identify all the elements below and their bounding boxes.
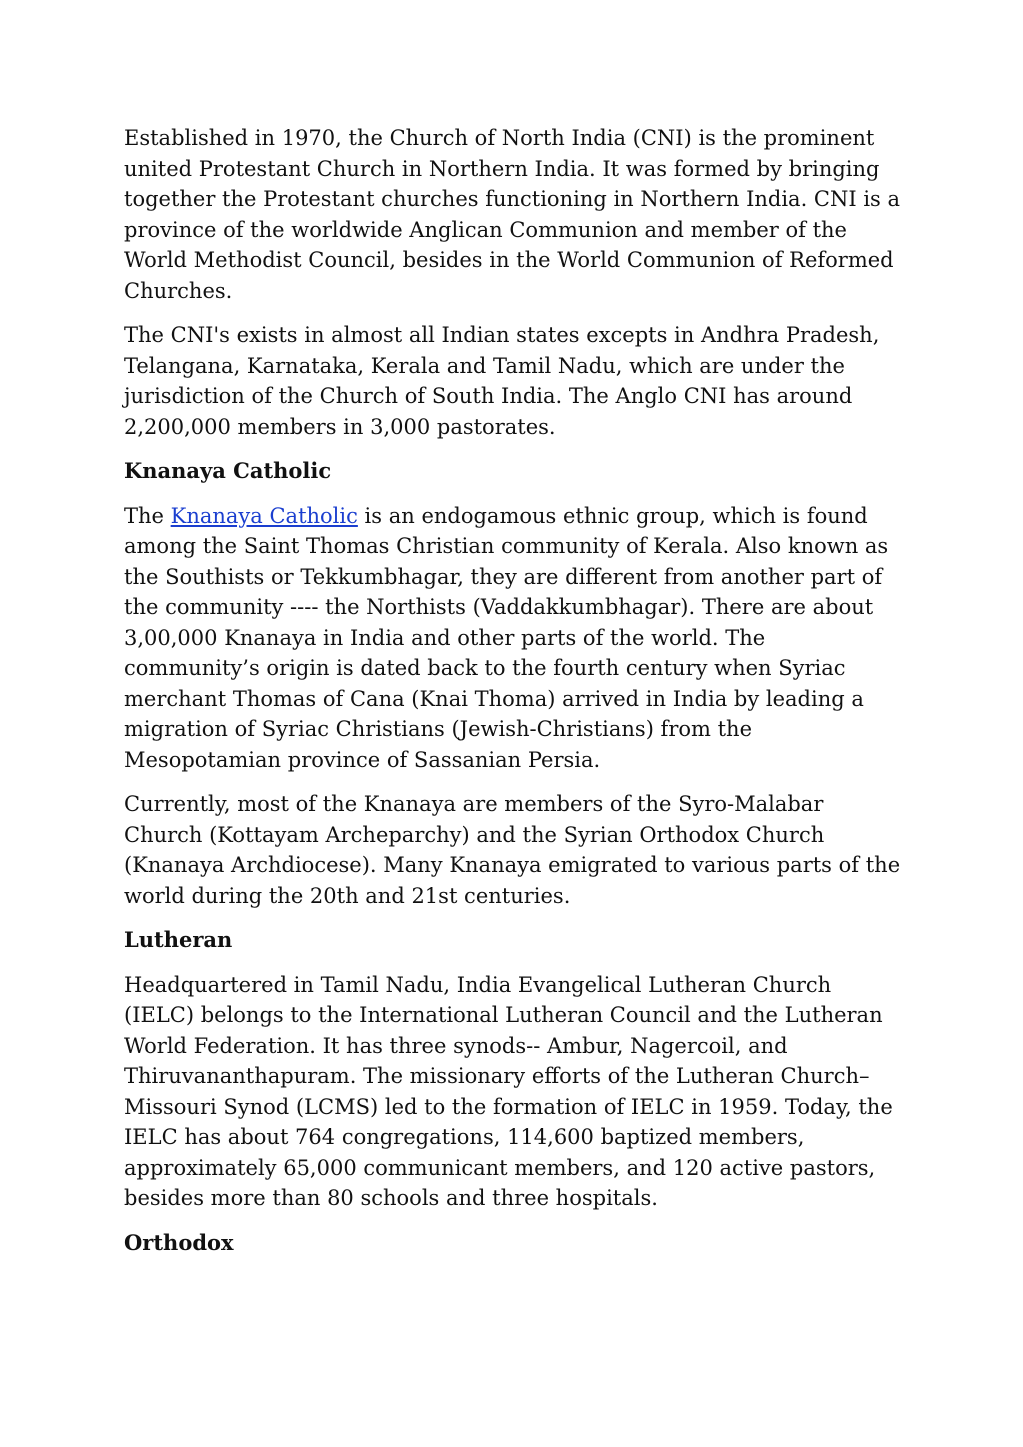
knanaya-paragraph-1-lead: The [124,503,171,528]
knanaya-paragraph-1 [124,501,904,776]
lutheran-paragraph-1: Headquartered in Tamil Nadu, India Evangelical Lutheran Church (IELC) belongs to the International Lutheran Council and the Lutheran World Federation. It has three synods-- Ambur, Nagercoil, and Thiruvananthapuram. The missionary efforts of the Lutheran Church–Missouri Synod (LCMS) led to the formation of IELC in 1959. Today, the IELC has about 764 congregations, 114,600 baptized members, approximately 65,000 communicant members, and 120 active pastors, besides more than 80 schools and three hospitals. [124,972,893,1210]
knanaya-paragraph-2: Currently, most of the Knanaya are members of the Syro-Malabar Church (Kottayam Archeparchy) and the Syrian Orthodox Church (Knanaya Archdiocese). Many Knanaya emigrated to various parts of the world during the 20th and 21st centuries. [124,792,901,908]
knanaya-heading: Knanaya Catholic [124,458,332,483]
cni-paragraph-1: Established in 1970, the Church of North India (CNI) is the prominent united Protestant Church in Northern India. It was formed by bringing together the Protestant churches functioning in Northern India. CNI is a province of the worldwide Anglican Communion and member of the World Methodist Council, besides in the World Communion of Reformed Churches. [124,126,901,303]
lutheran-heading: Lutheran [124,927,233,952]
orthodox-heading: Orthodox [124,1229,234,1255]
knanaya-catholic-link[interactable]: Knanaya Catholic [170,503,358,528]
cni-paragraph-2: The CNI's exists in almost all Indian states excepts in Andhra Pradesh, Telangana, Karnataka, Kerala and Tamil Nadu, which are under the jurisdiction of the Church of South India. The Anglo CNI has around 2,200,000 members in 3,000 pastorates. [124,323,880,439]
document-body [124,123,904,1272]
knanaya-paragraph-1-rest: is an endogamous ethnic group, which is found among the Saint Thomas Christian community of Kerala. Also known as the Southists or Tekkumbhagar, they are different from another part of the community ---- the Northists (Vaddakkumbhagar). There are about 3,00,000 Knanaya in India and other parts of the world. The community’s origin is dated back to the fourth century when Syriac merchant Thomas of Cana (Knai Thoma) arrived in India by leading a migration of Syriac Christians (Jewish-Christians) from the Mesopotamian province of Sassanian Persia. [124,503,889,772]
